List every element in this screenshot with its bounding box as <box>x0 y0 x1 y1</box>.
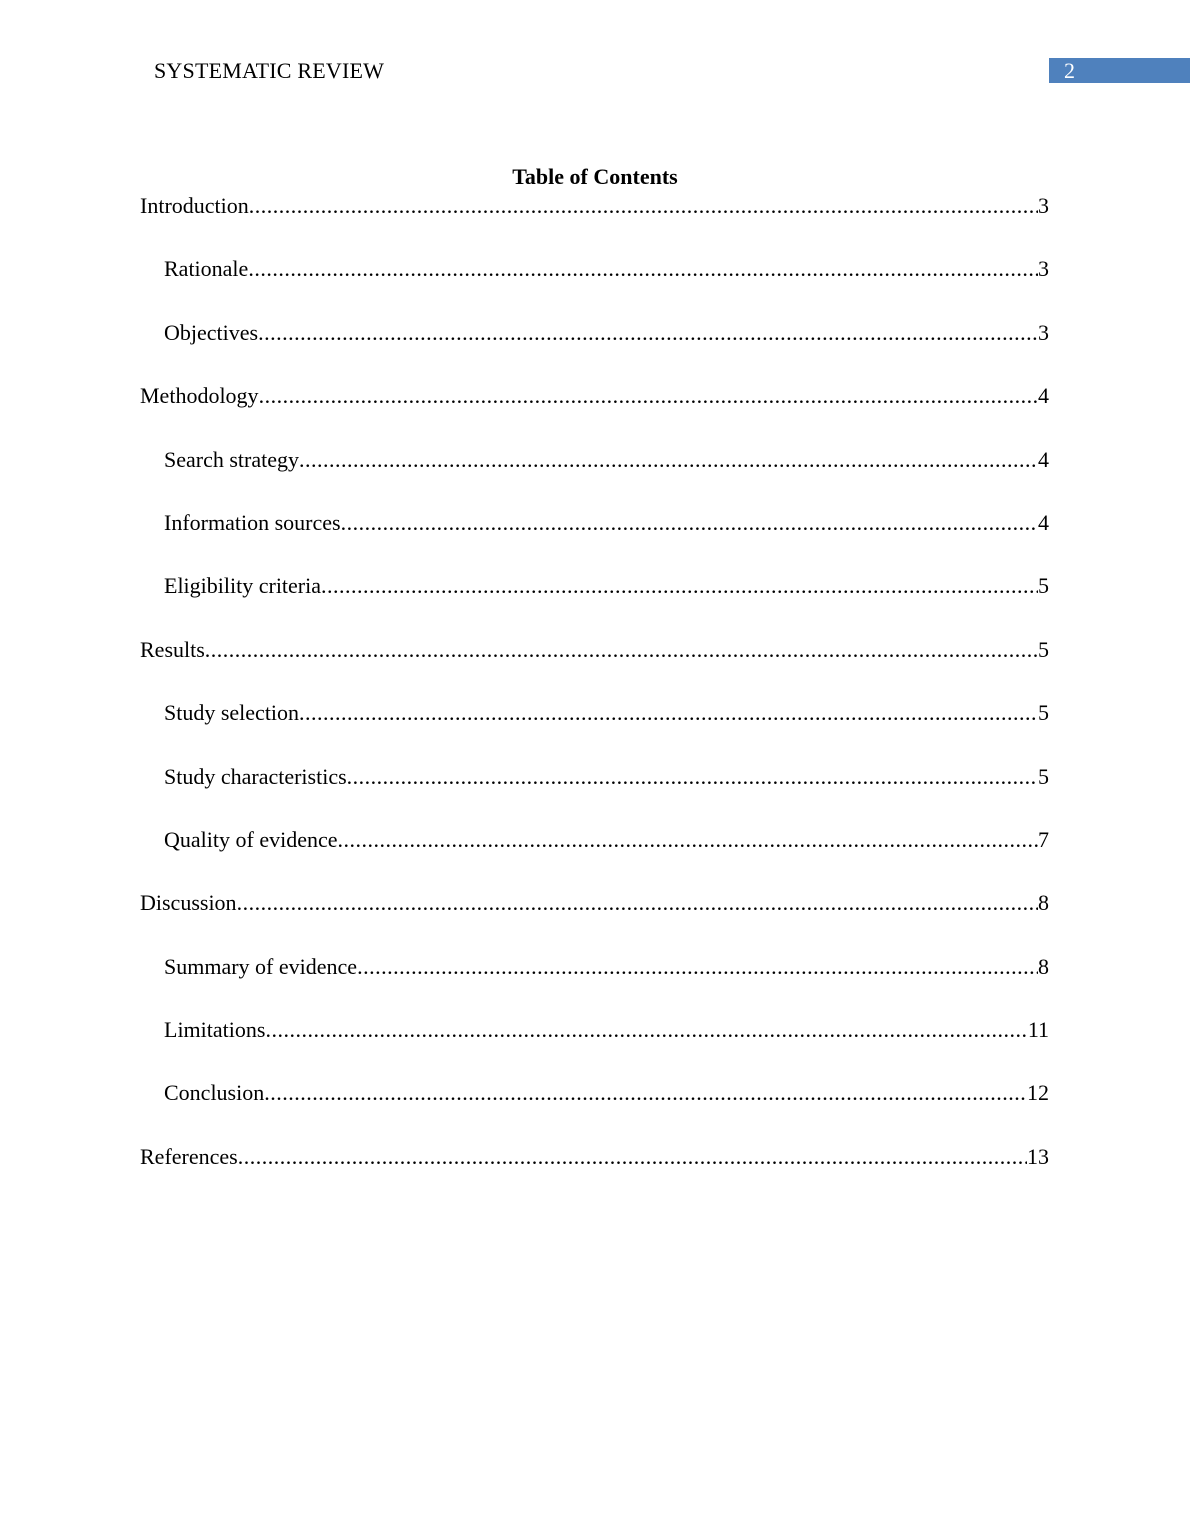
toc-entry-page: 11 <box>1027 1017 1049 1043</box>
toc-entry-limitations[interactable] <box>140 1016 1049 1079</box>
toc-entry-label: Discussion <box>140 890 237 916</box>
toc-dot-leader <box>347 763 1038 791</box>
toc-entry-objectives[interactable] <box>140 319 1049 382</box>
toc-title: Table of Contents <box>512 164 678 189</box>
toc-entry-study-characteristics[interactable] <box>140 763 1049 826</box>
toc-entry-page: 12 <box>1027 1080 1049 1106</box>
toc-entry-page: 3 <box>1038 193 1049 218</box>
toc-entry-page: 5 <box>1038 700 1049 726</box>
toc-dot-leader <box>238 1143 1027 1171</box>
toc-entry-label: Information sources <box>164 509 341 535</box>
toc-entry-page: 5 <box>1038 573 1049 599</box>
toc-entry-discussion[interactable] <box>140 889 1049 952</box>
toc-entry-label: Quality of evidence <box>164 826 338 852</box>
toc-dot-leader <box>237 889 1038 917</box>
toc-entry-study-selection[interactable] <box>140 699 1049 762</box>
toc-dot-leader <box>259 382 1038 410</box>
toc-dot-leader <box>258 319 1038 347</box>
toc-entry-introduction[interactable] <box>140 192 1049 255</box>
toc-dot-leader <box>264 1079 1027 1107</box>
toc-entry-label: Introduction <box>140 193 249 218</box>
toc-entry-label: Eligibility criteria <box>164 573 322 599</box>
toc-entry-label: Objectives <box>164 319 259 345</box>
toc-dot-leader <box>249 192 1038 220</box>
toc-entry-page: 4 <box>1038 509 1049 535</box>
toc-dot-leader <box>338 826 1039 854</box>
toc-entry-page: 13 <box>1027 1143 1049 1169</box>
toc-entry-label: Study selection <box>164 700 300 726</box>
toc-entry-label: References <box>140 1143 238 1169</box>
toc-entry-label: Search strategy <box>164 446 299 472</box>
toc-entry-page: 4 <box>1038 446 1049 472</box>
toc-entry-methodology[interactable] <box>140 382 1049 445</box>
toc-entry-rationale[interactable] <box>140 255 1049 318</box>
toc-entry-page: 7 <box>1038 826 1049 852</box>
toc-dot-leader <box>321 572 1038 600</box>
toc-dot-leader <box>205 636 1038 664</box>
toc-entry-conclusion[interactable] <box>140 1079 1049 1142</box>
toc-dot-leader <box>299 446 1038 474</box>
toc-entry-page: 3 <box>1038 256 1049 282</box>
toc-entry-quality-of-evidence[interactable] <box>140 826 1049 889</box>
toc-entry-page: 5 <box>1038 636 1049 662</box>
table-of-contents <box>140 192 1049 1206</box>
toc-entry-eligibility-criteria[interactable] <box>140 572 1049 635</box>
page-number: 2 <box>1064 58 1075 83</box>
toc-dot-leader <box>248 255 1038 283</box>
toc-entry-references[interactable] <box>140 1143 1049 1206</box>
toc-entry-page: 4 <box>1038 383 1049 409</box>
toc-entry-search-strategy[interactable] <box>140 446 1049 509</box>
toc-entry-page: 8 <box>1038 953 1049 979</box>
toc-dot-leader <box>265 1016 1027 1044</box>
toc-entry-results[interactable] <box>140 636 1049 699</box>
toc-dot-leader <box>299 699 1038 727</box>
toc-dot-leader <box>341 509 1038 537</box>
toc-entry-label: Summary of evidence <box>164 953 358 979</box>
toc-entry-label: Rationale <box>164 256 249 282</box>
toc-entry-page: 8 <box>1038 890 1049 916</box>
page-number-box <box>1049 58 1190 83</box>
running-head: SYSTEMATIC REVIEW <box>154 58 385 83</box>
toc-entry-label: Conclusion <box>164 1080 265 1106</box>
toc-dot-leader <box>357 953 1038 981</box>
toc-entry-information-sources[interactable] <box>140 509 1049 572</box>
toc-entry-page: 5 <box>1038 763 1049 789</box>
toc-entry-label: Study characteristics <box>164 763 347 789</box>
toc-entry-label: Limitations <box>164 1017 266 1043</box>
toc-entry-label: Results <box>140 636 205 662</box>
toc-entry-page: 3 <box>1038 319 1049 345</box>
toc-entry-summary-of-evidence[interactable] <box>140 953 1049 1016</box>
toc-entry-label: Methodology <box>140 383 259 409</box>
